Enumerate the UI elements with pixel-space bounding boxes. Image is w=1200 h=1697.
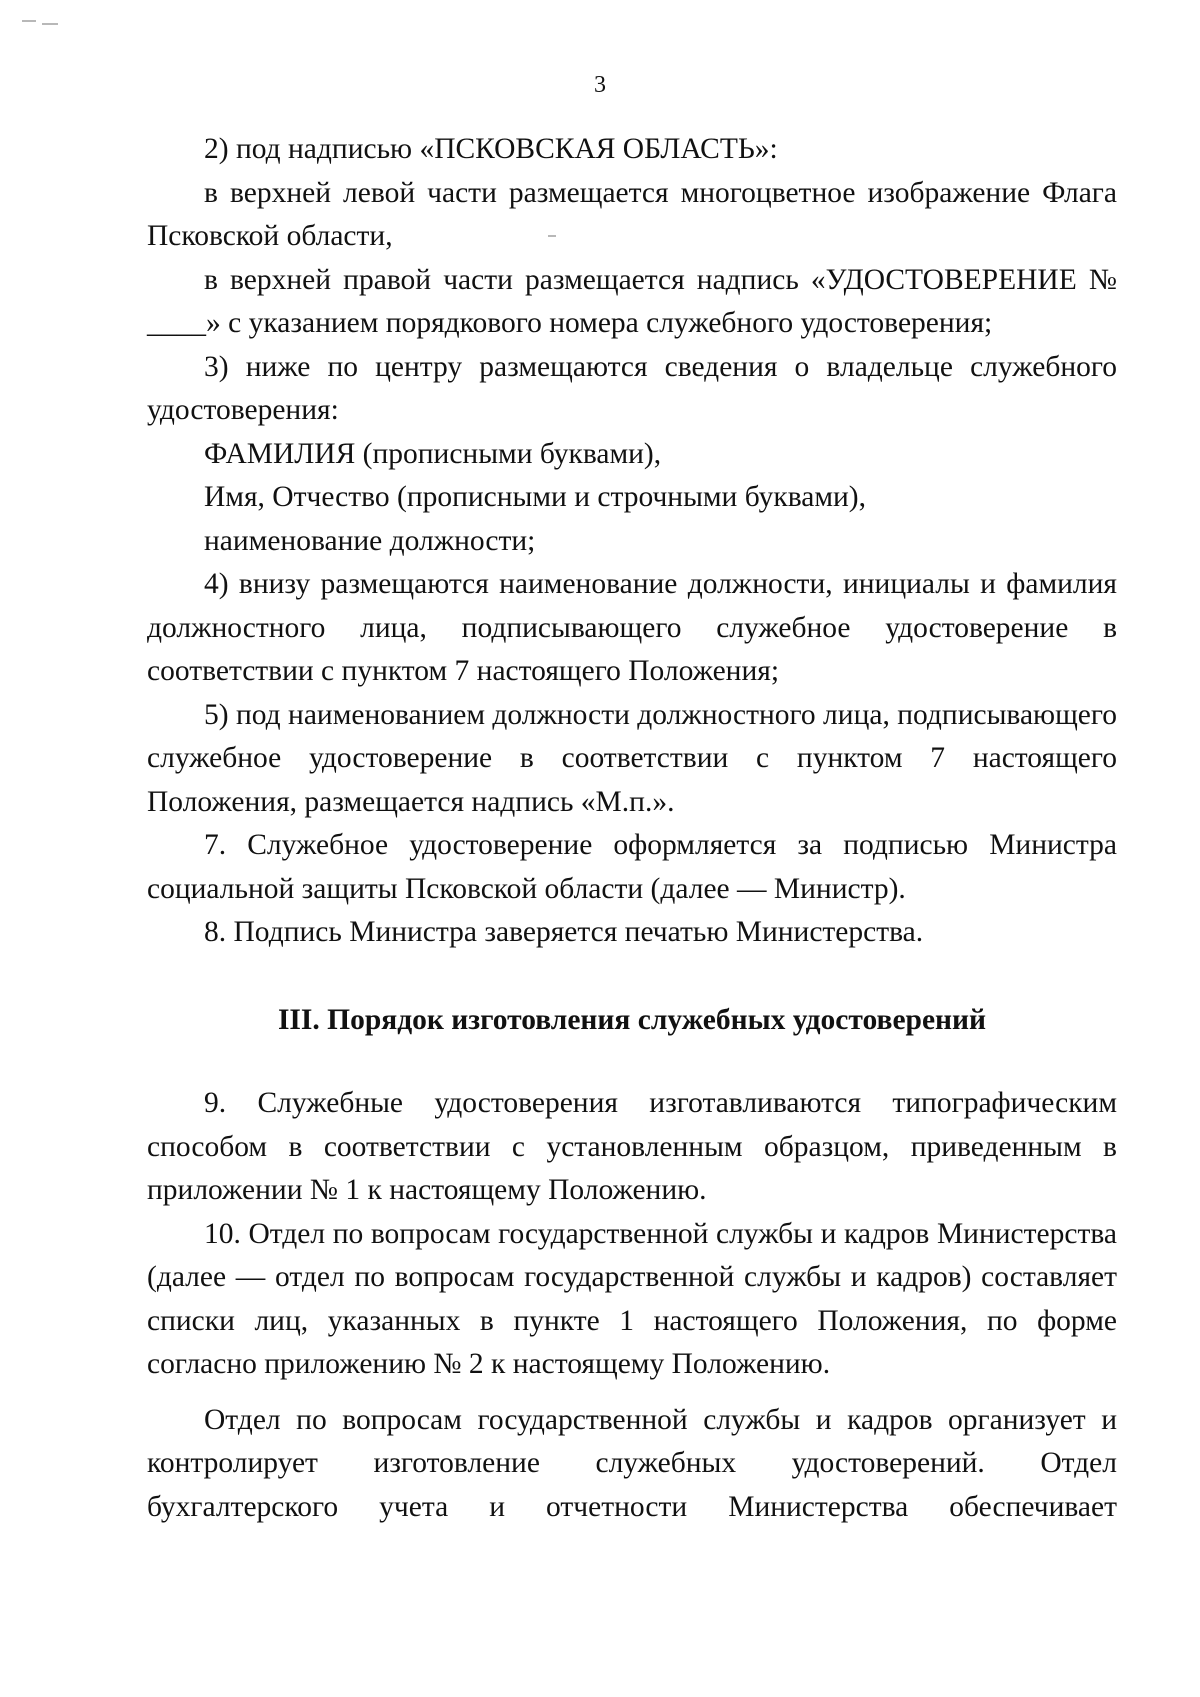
paragraph-9: 9. Служебные удостоверения изготавливаются типографическим способом в соответствии с установленным образцом, приведенным в приложении № 1 к настоящему Положению. <box>147 1087 1117 1206</box>
line-name-patronymic: Имя, Отчество (прописными и строчными буквами), <box>204 481 866 513</box>
paragraph-flag-position: в верхней левой части размещается многоцветное изображение Флага Псковской области, <box>147 176 1117 252</box>
line-surname: ФАМИЛИЯ (прописными буквами), <box>204 437 662 470</box>
line-position: наименование должности; <box>204 524 536 557</box>
paragraph-10: 10. Отдел по вопросам государственной службы и кадров Министерства (далее — отдел по вопросам государственной службы и кадров) составляет списки лиц, указанных в пункте 1 настоящего Положения, по форме согласно приложению № 2 к настоящему Положению. <box>147 1217 1117 1380</box>
document-body <box>147 128 1117 1529</box>
scan-speck <box>42 23 58 25</box>
section-heading: III. Порядок изготовления служебных удостоверений <box>277 1003 987 1036</box>
list-item-5: 5) под наименованием должности должностного лица, подписывающего служебное удостоверение в соответствии с пунктом 7 настоящего Положения, размещается надпись «М.п.». <box>147 698 1117 818</box>
paragraph-gap <box>147 1387 1117 1399</box>
list-item-3: 3) ниже по центру размещаются сведения о владельце служебного удостоверения: <box>147 350 1117 426</box>
paragraph-certificate-number: в верхней правой части размещается надпись «УДОСТОВЕРЕНИЕ № ____» с указанием порядкового номера служебного удостоверения; <box>147 263 1117 339</box>
paragraph-department: Отдел по вопросам государственной службы и кадров организует и контролирует изготовление служебных удостоверений. Отдел бухгалтерского учета и отчетности Министерства обеспечивает <box>147 1403 1117 1523</box>
paragraph-7: 7. Служебное удостоверение оформляется за подписью Министра социальной защиты Псковской области (далее — Министр). <box>147 829 1117 905</box>
scan-speck <box>22 20 36 22</box>
page-number: 3 <box>594 72 606 98</box>
list-item-4: 4) внизу размещаются наименование должности, инициалы и фамилия должностного лица, подписывающего служебное удостоверение в соответствии с пунктом 7 настоящего Положения; <box>147 568 1117 687</box>
list-item-2: 2) под надписью «ПСКОВСКАЯ ОБЛАСТЬ»: <box>204 133 778 165</box>
paragraph-8: 8. Подпись Министра заверяется печатью Министерства. <box>204 916 924 948</box>
